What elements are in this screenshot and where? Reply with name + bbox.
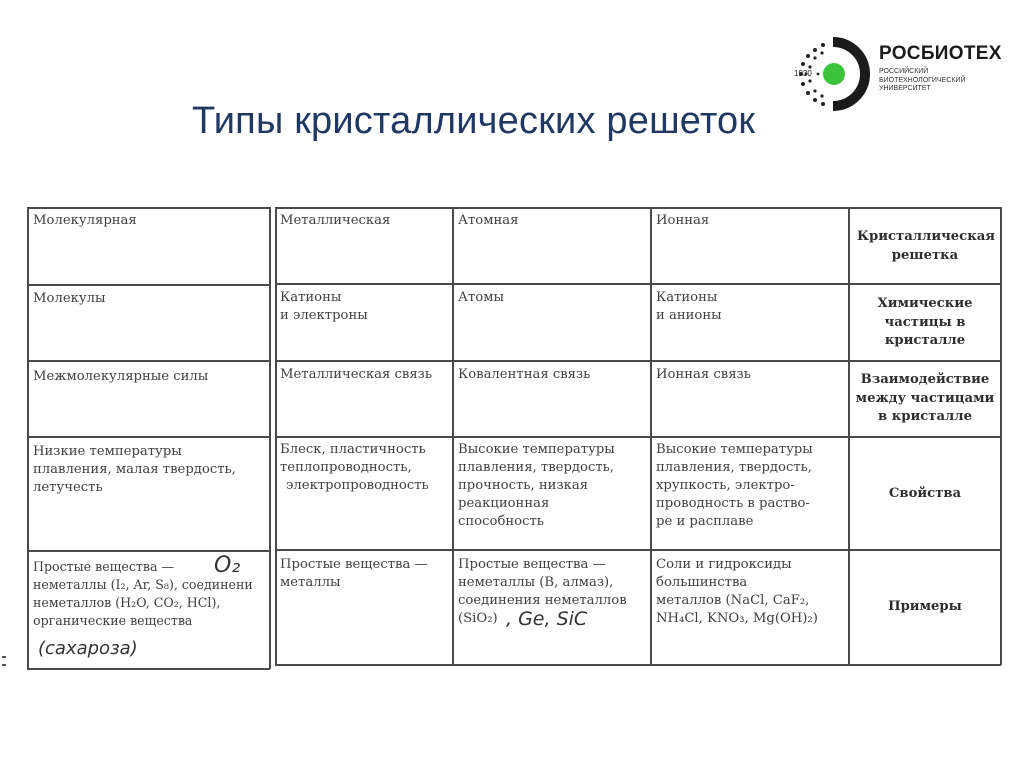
- bond-molecular: Межмолекулярные силы: [33, 369, 209, 384]
- examples-ionic: Соли и гидроксиды большинства металлов (NaCl, CaF₂, NH₄Cl, KNO₃, Mg(OH)₂): [656, 557, 818, 626]
- properties-molecular: Низкие температуры плавления, малая твердость, летучесть: [33, 444, 236, 495]
- column-metallic: Металлическая: [280, 213, 391, 228]
- bond-metallic: Металлическая связь: [280, 367, 433, 382]
- row-header-properties: Свойства: [888, 486, 962, 501]
- handwritten-atomic-extra: , Ge, SiC: [506, 608, 588, 630]
- properties-atomic: Высокие температуры плавления, твердость, прочность, низкая реакционная способность: [458, 442, 615, 529]
- properties-metallic: Блеск, пластичность теплопроводность, электропроводность: [280, 442, 429, 493]
- handwritten-o2: O₂: [214, 553, 241, 578]
- svg-text:1930: 1930: [794, 69, 812, 78]
- column-ionic: Ионная: [656, 213, 710, 228]
- examples-metallic: Простые вещества — металлы: [280, 557, 428, 590]
- row-header-interaction: Взаимодействие между частицами в кристалле: [855, 372, 995, 424]
- university-subtitle: РОССИЙСКИЙ БИОТЕХНОЛОГИЧЕСКИЙ УНИВЕРСИТЕТ: [879, 68, 966, 92]
- particles-metallic: Катионы и электроны: [280, 290, 368, 323]
- particles-atomic: Атомы: [458, 290, 504, 305]
- university-name: РОСБИОТЕХ: [879, 43, 1002, 64]
- scan-mark: [2, 664, 6, 666]
- bond-atomic: Ковалентная связь: [458, 367, 591, 382]
- properties-ionic: Высокие температуры плавления, твердость, хрупкость, электро- проводность в раство- ре и расплаве: [656, 442, 813, 529]
- page-title: Типы кристаллических решеток: [192, 100, 756, 142]
- row-header-lattice: Кристаллическая решетка: [857, 229, 996, 263]
- scan-mark: [2, 656, 6, 658]
- particles-ionic: Катионы и анионы: [656, 290, 722, 323]
- row-header-examples: Примеры: [888, 599, 962, 614]
- examples-molecular: Простые вещества — неметаллы (I₂, Ar, S₈), соединени неметаллов (H₂O, CO₂, HCl), органические вещества: [33, 559, 253, 628]
- handwritten-sucrose: (сахароза): [38, 638, 138, 659]
- column-atomic: Атомная: [458, 213, 519, 228]
- examples-atomic: Простые вещества — неметаллы (B, алмаз), соединения неметаллов (SiO₂): [458, 557, 627, 626]
- column-molecular: Молекулярная: [33, 213, 137, 228]
- bond-ionic: Ионная связь: [656, 367, 751, 382]
- particles-molecular: Молекулы: [33, 291, 106, 306]
- row-header-particles: Химические частицы в кристалле: [877, 296, 973, 348]
